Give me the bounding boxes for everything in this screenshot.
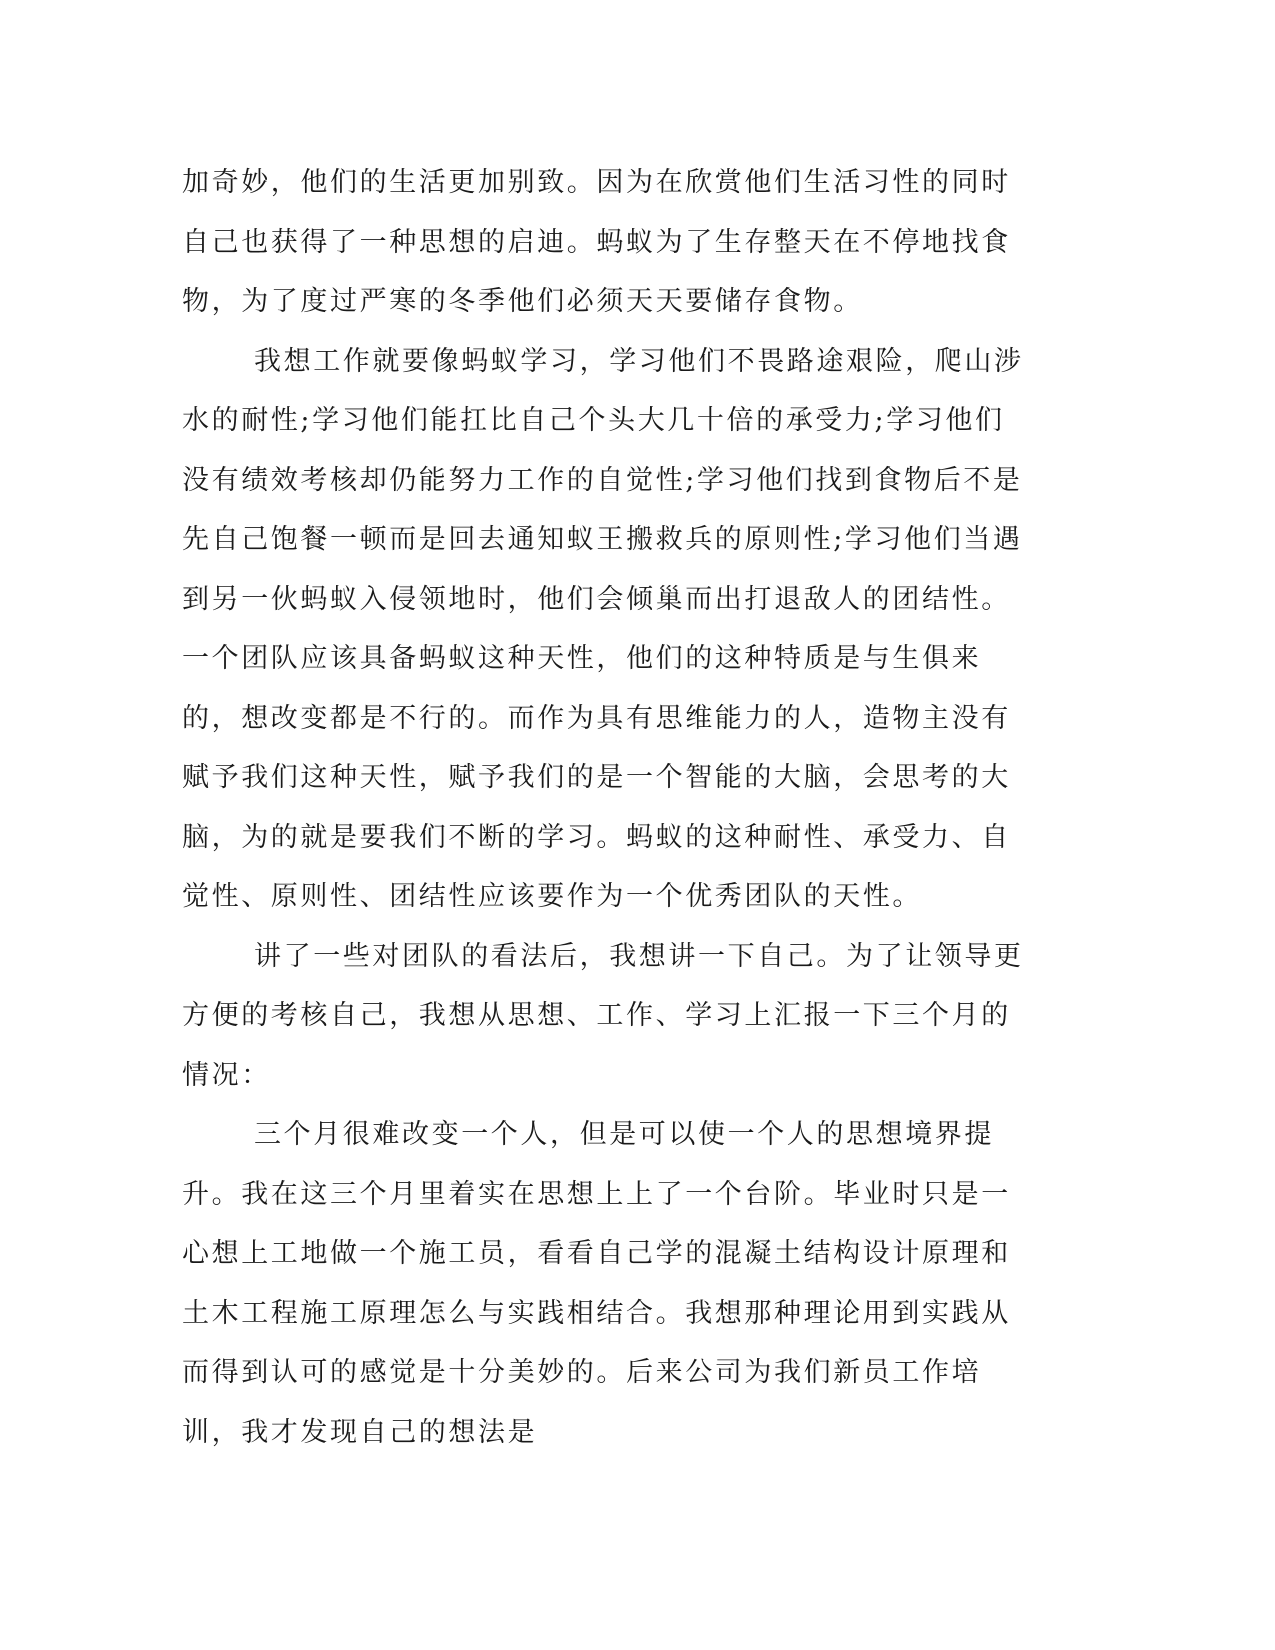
paragraph-continuation: 加奇妙，他们的生活更加别致。因为在欣赏他们生活习性的同时自己也获得了一种思想的启迪。蚂蚁为了生存整天在不停地找食物，为了度过严寒的冬季他们必须天天要储存食物。 <box>182 167 1011 317</box>
document-body <box>182 153 1032 1462</box>
paragraph-ant-learning: 我想工作就要像蚂蚁学习，学习他们不畏路途艰险，爬山涉水的耐性;学习他们能扛比自己个头大几十倍的承受力;学习他们没有绩效考核却仍能努力工作的自觉性;学习他们找到食物后不是先自己饱餐一顿而是回去通知蚁王搬救兵的原则性;学习他们当遇到另一伙蚂蚁入侵领地时，他们会倾巢而出打退敌人的团结性。一个团队应该具备蚂蚁这种天性，他们的这种特质是与生俱来的，想改变都是不行的。而作为具有思维能力的人，造物主没有赋予我们这种天性，赋予我们的是一个智能的大脑，会思考的大脑，为的就是要我们不断的学习。蚂蚁的这种耐性、承受力、自觉性、原则性、团结性应该要作为一个优秀团队的天性。 <box>182 345 1024 912</box>
paragraph-thought-progress: 三个月很难改变一个人，但是可以使一个人的思想境界提升。我在这三个月里着实在思想上上了一个台阶。毕业时只是一心想上工地做一个施工员，看看自己学的混凝土结构设计原理和土木工程施工原理怎么与实践相结合。我想那种理论用到实践从而得到认可的感觉是十分美妙的。后来公司为我们新员工作培训，我才发现自己的想法是 <box>182 1119 1011 1448</box>
paragraph-self-report-intro: 讲了一些对团队的看法后，我想讲一下自己。为了让领导更方便的考核自己，我想从思想、工作、学习上汇报一下三个月的情况： <box>182 940 1024 1091</box>
